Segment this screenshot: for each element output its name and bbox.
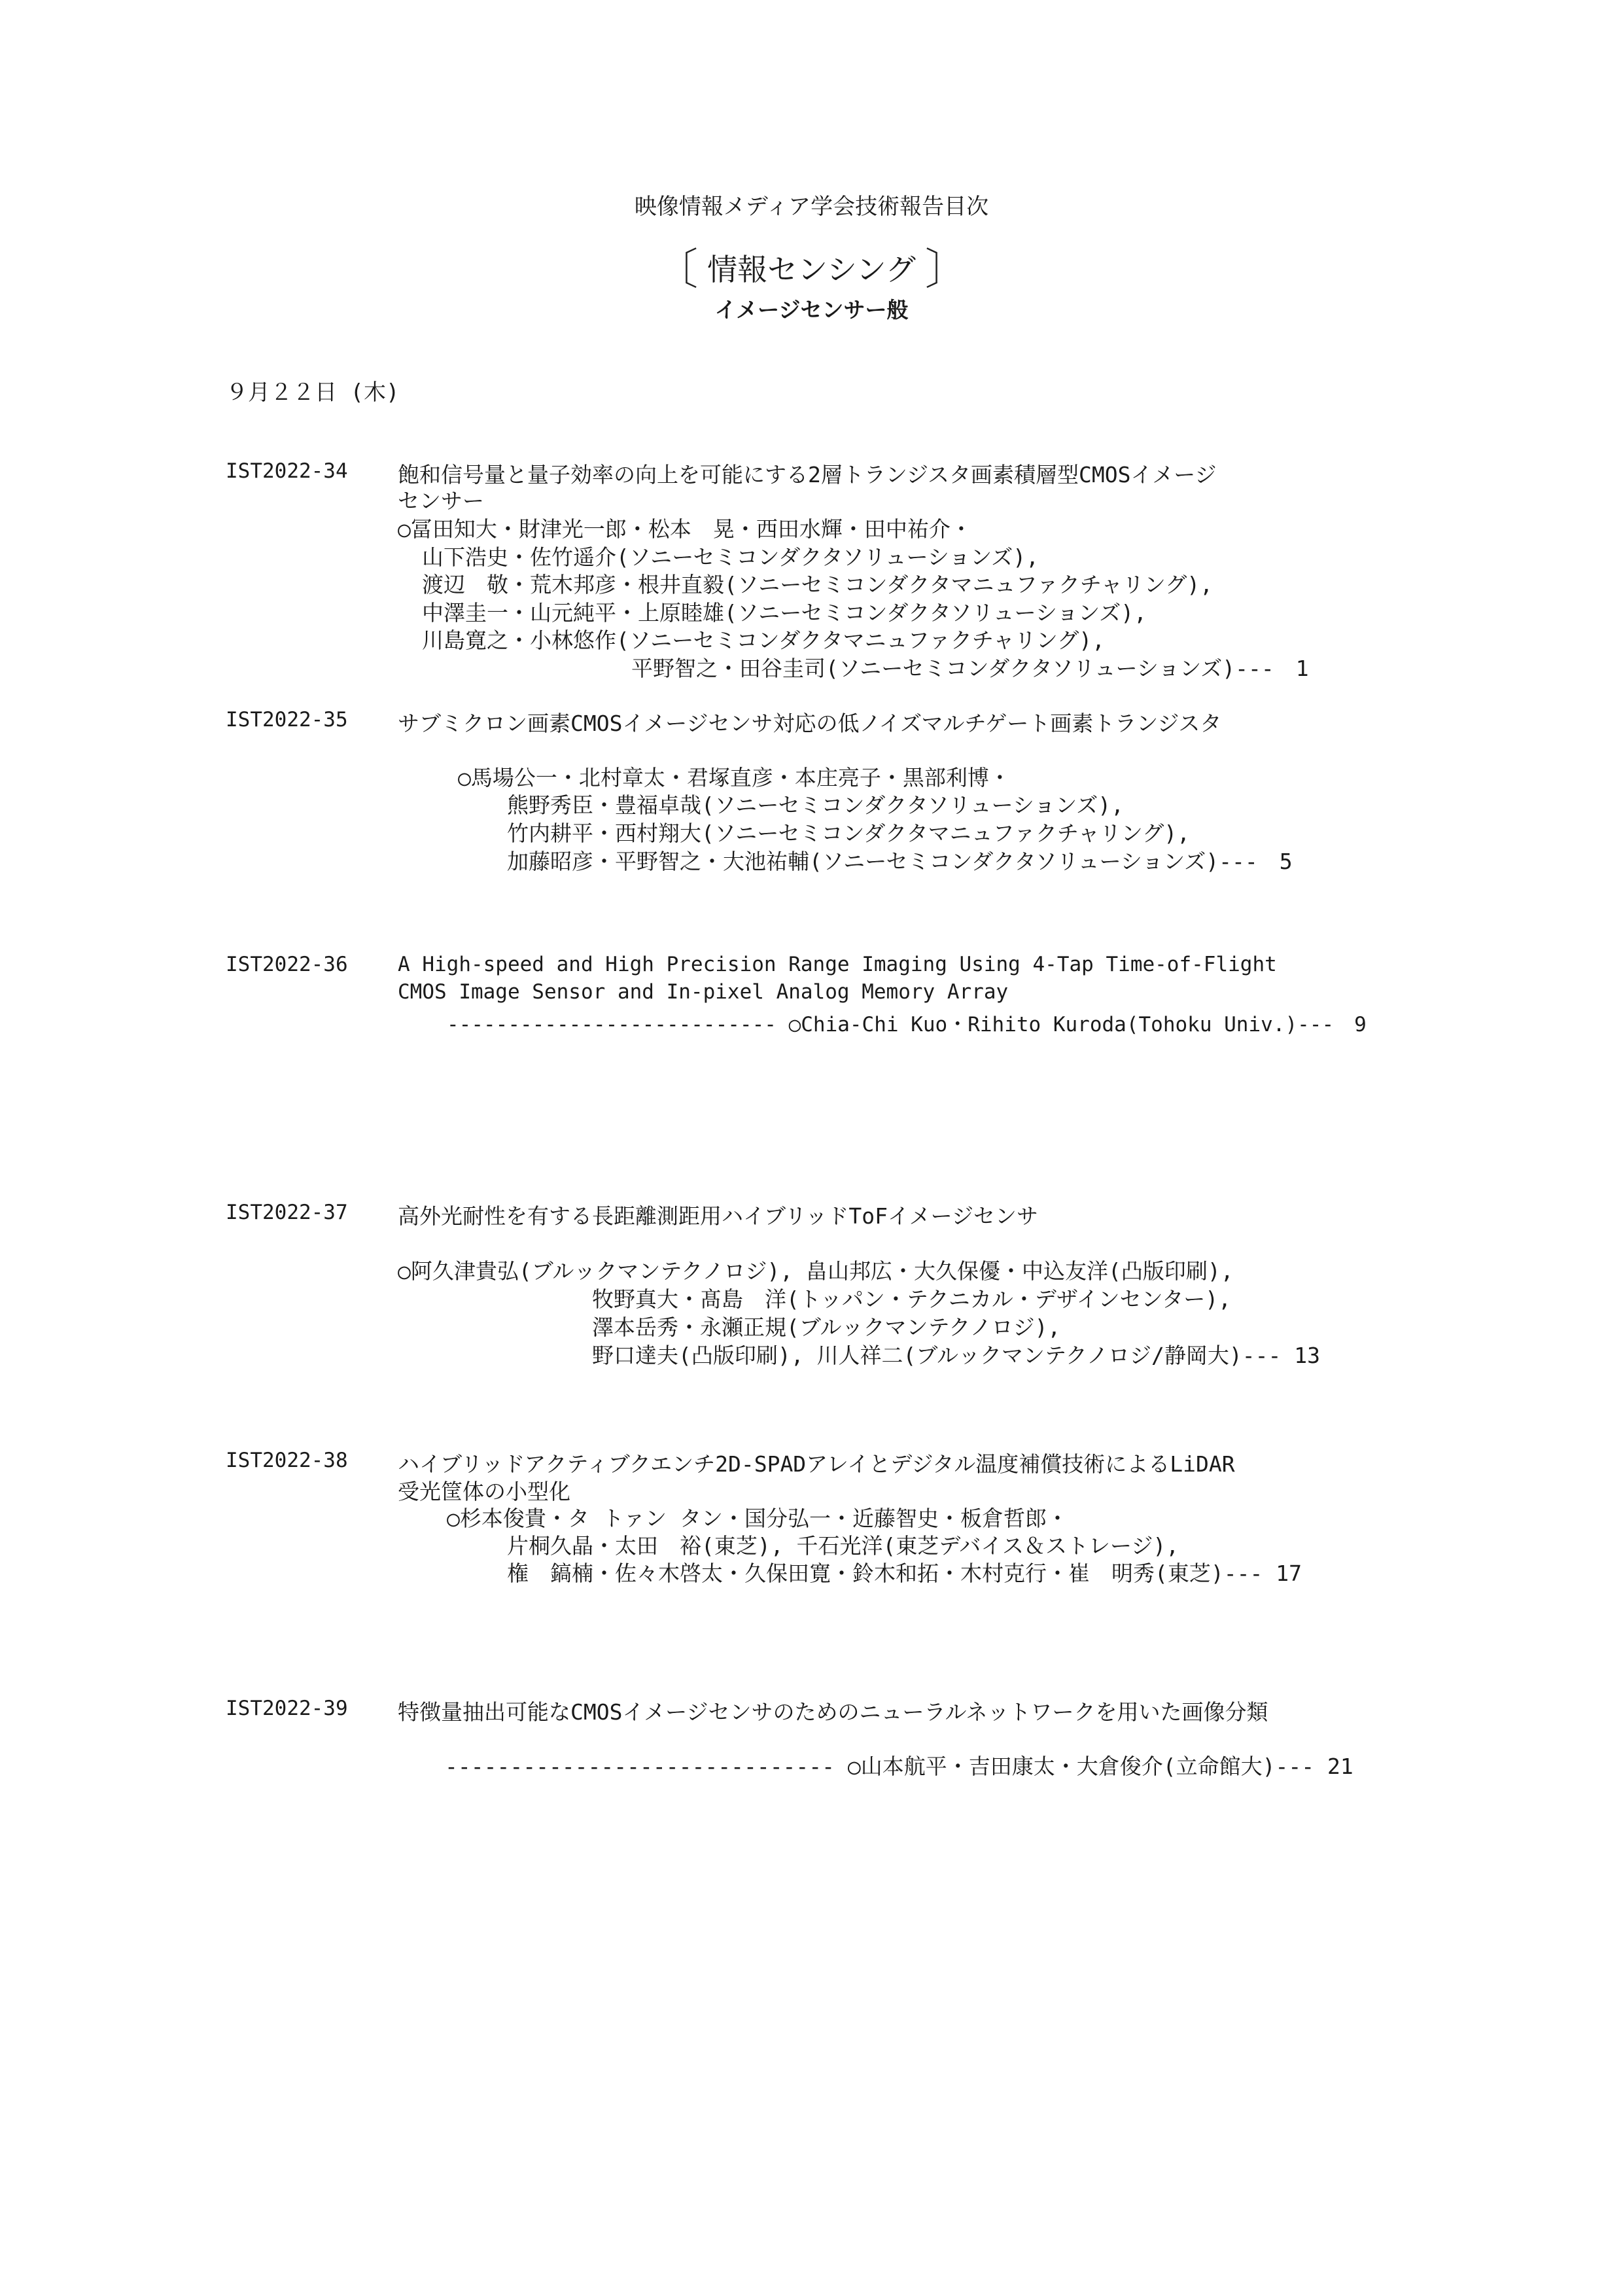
entry-authors: 山下浩史・佐竹遥介(ソニーセミコンダクタソリューションズ), xyxy=(422,544,1039,570)
entry-title: 特徴量抽出可能なCMOSイメージセンサのためのニューラルネットワークを用いた画像分類 xyxy=(398,1699,1268,1725)
entry-authors: 熊野秀臣・豊福卓哉(ソニーセミコンダクタソリューションズ), xyxy=(507,792,1125,818)
entry-authors: ○阿久津貴弘(ブルックマンテクノロジ), 畠山邦広・大久保優・中込友洋(凸版印刷), xyxy=(398,1258,1234,1284)
entry-authors: 竹内耕平・西村翔大(ソニーセミコンダクタマニュファクチャリング), xyxy=(507,821,1190,846)
report-toc-title: 映像情報メディア学会技術報告目次 xyxy=(634,194,989,220)
entry-id: IST2022-34 xyxy=(226,459,348,483)
entry-title: 飽和信号量と量子効率の向上を可能にする2層トランジスタ画素積層型CMOSイメージ xyxy=(398,462,1217,487)
section-heading xyxy=(0,234,1623,296)
entry-title: 高外光耐性を有する長距離測距用ハイブリッドToFイメージセンサ xyxy=(398,1203,1038,1229)
entry-id: IST2022-37 xyxy=(226,1201,348,1224)
entry-authors: 牧野真大・髙島 洋(トッパン・テクニカル・デザインセンター), xyxy=(592,1286,1232,1312)
entry-authors-page: 加藤昭彦・平野智之・大池祐輔(ソニーセミコンダクタソリューションズ)--- 5 xyxy=(507,849,1293,874)
entry-title: センサー xyxy=(398,488,484,514)
entry-authors: 渡辺 敬・荒木邦彦・根井直毅(ソニーセミコンダクタマニュファクチャリング), xyxy=(422,572,1213,597)
session-subtitle: イメージセンサー般 xyxy=(714,297,909,323)
entry-authors: 澤本岳秀・永瀬正規(ブルックマンテクノロジ), xyxy=(592,1315,1061,1340)
entry-title: 受光筐体の小型化 xyxy=(398,1479,570,1504)
entry-authors: 中澤圭一・山元純平・上原睦雄(ソニーセミコンダクタソリューションズ), xyxy=(422,600,1147,626)
bracket-right: 〕 xyxy=(924,244,968,294)
entry-authors: ○杉本俊貴・タ トァン タン・国分弘一・近藤智史・板倉哲郎・ xyxy=(447,1506,1068,1531)
entry-authors: 川島寛之・小林悠作(ソニーセミコンダクタマニュファクチャリング), xyxy=(422,627,1105,653)
entry-authors-page: 権 鎬楠・佐々木啓太・久保田寛・鈴木和拓・木村克行・崔 明秀(東芝)--- 17 xyxy=(507,1561,1302,1586)
section-label: 情報センシング xyxy=(707,252,916,287)
session-date: ９月２２日 (木) xyxy=(226,380,400,406)
entry-authors: 片桐久晶・太田 裕(東芝), 千石光洋(東芝デバイス＆ストレージ), xyxy=(507,1533,1179,1559)
entry-title: CMOS Image Sensor and In-pixel Analog Memory Array xyxy=(398,980,1009,1004)
entry-title: ハイブリッドアクティブクエンチ2D-SPADアレイとデジタル温度補償技術によるLiDAR xyxy=(398,1451,1235,1477)
entry-title: サブミクロン画素CMOSイメージセンサ対応の低ノイズマルチゲート画素トランジスタ xyxy=(398,711,1222,736)
entry-id: IST2022-35 xyxy=(226,708,348,732)
entry-id: IST2022-39 xyxy=(226,1697,348,1720)
entry-title: A High-speed and High Precision Range Imaging Using 4-Tap Time-of-Flight xyxy=(398,953,1277,976)
entry-authors-page: ------------------------------ ○山本航平・吉田康太・大倉俊介(立命館大)--- 21 xyxy=(445,1754,1353,1779)
entry-id: IST2022-38 xyxy=(226,1449,348,1472)
entry-authors-page: 平野智之・田谷圭司(ソニーセミコンダクタソリューションズ)--- 1 xyxy=(631,656,1309,681)
entry-id: IST2022-36 xyxy=(226,953,348,976)
bracket-left: 〔 xyxy=(655,244,699,294)
entry-authors-page: --------------------------- ○Chia-Chi Kuo・Rihito Kuroda(Tohoku Univ.)--- 9 xyxy=(447,1013,1367,1036)
entry-authors-page: 野口達夫(凸版印刷), 川人祥二(ブルックマンテクノロジ/静岡大)--- 13 xyxy=(592,1343,1320,1368)
entry-authors: ○馬場公一・北村章太・君塚直彦・本庄亮子・黒部利博・ xyxy=(458,765,1011,790)
entry-authors: ○冨田知大・財津光一郎・松本 晃・西田水輝・田中祐介・ xyxy=(398,516,972,542)
